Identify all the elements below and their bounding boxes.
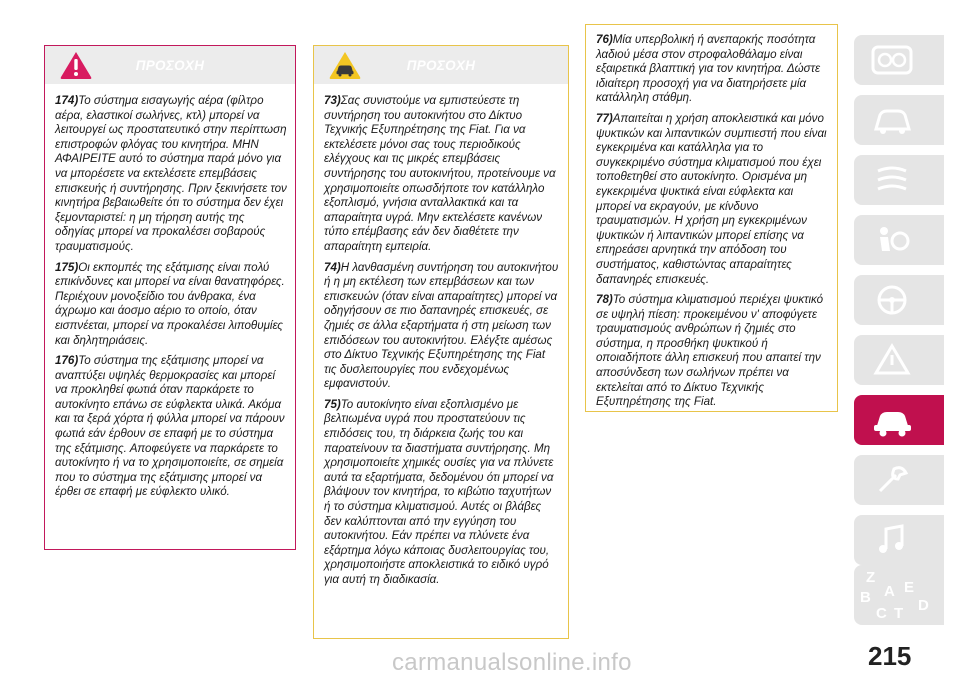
side-tab-index[interactable] xyxy=(854,565,944,625)
index-letter: C xyxy=(876,605,887,622)
caution-car-icon xyxy=(328,50,362,80)
warning-paragraph xyxy=(324,94,560,255)
side-tab-emergency[interactable] xyxy=(854,335,944,385)
paragraph-number: 176) xyxy=(55,354,79,368)
warning-paragraph xyxy=(55,94,287,255)
caution-text-column-3 xyxy=(586,25,837,410)
page-number: 215 xyxy=(868,641,912,671)
caution-text-column-2 xyxy=(314,84,568,588)
warning-paragraph xyxy=(55,261,287,349)
warning-paragraph xyxy=(596,33,829,106)
caution-box-yellow-2 xyxy=(585,24,838,412)
paragraph-text: Το αυτοκίνητο είναι εξοπλισμένο με βελτιωμένα υγρά που προστατεύουν τις επιδόσεις του, τη διάρκεια ζωής του και παρατείνουν τα διαστήματα συντήρησης. Μη χρησιμοποιείτε χημικές ουσίες για να πλύνετε αυτά τα εξαρτήματα, δεδομένου ότι μπορεί να βλάψουν τον κινητήρα, το κιβώτιο ταχυτήτων ή το σύστημα κλιματισμού. Αυτές οι βλάβες δεν καλύπτονται από την εγγύηση του αυτοκινήτου. Εάν πρέπει να πλύνετε ένα εξάρτημα λόγω κάποιας δυσλειτουργίας του, χρησιμοποιήστε αποκλειστικά το ειδικό υγρό για αυτή τη διαδικασία. xyxy=(324,397,554,586)
car-maintenance-icon xyxy=(870,401,914,439)
warning-header xyxy=(45,46,295,84)
car-seat-icon xyxy=(870,101,914,139)
warning-paragraph xyxy=(596,293,829,410)
warning-light-icon xyxy=(870,341,914,379)
paragraph-text: Οι εκπομπές της εξάτμισης είναι πολύ επικίνδυνες και μπορεί να είναι θανατηφόρες. Περιέχουν μονοξείδιο του άνθρακα, ένα άχρωμο και άοσμο αέριο το οποίο, όταν εισπνέεται, μπορεί να προκαλέσει λιποθυμίες και δηλητηριάσεις. xyxy=(55,260,285,347)
warning-paragraph xyxy=(324,261,560,392)
paragraph-text: Το σύστημα κλιματισμού περιέχει ψυκτικό σε υψηλή πίεση: προκειμένου ν' αποφύγετε τραυματισμούς ανθρώπων ή ζημιές στο σύστημα, η προσθήκη ψυκτικού ή οποιαδήποτε άλλη επισκευή που απαιτεί την αποσύνδεση των σωλήνων πρέπει να εκτελείται από το Δίκτυο Τεχνικής Εξυπηρέτησης της Fiat. xyxy=(596,293,824,409)
warning-box-red xyxy=(44,45,296,550)
paragraph-number: 77) xyxy=(596,111,613,125)
side-tab-technical-data[interactable] xyxy=(854,455,944,505)
paragraph-number: 76) xyxy=(596,33,613,46)
paragraph-number: 174) xyxy=(55,94,79,107)
side-tab-climate[interactable] xyxy=(854,155,944,205)
side-tab-maintenance-active[interactable] xyxy=(854,395,944,445)
paragraph-text: Το σύστημα της εξάτμισης μπορεί να αναπτύξει υψηλές θερμοκρασίες και μπορεί να προκληθεί φωτιά όταν παρκάρετε το αυτοκίνητο επάνω σε εύφλεκτα υλικά. Ακόμα και τα ξερά χόρτα ή φύλλα μπορεί να πάρουν φωτιά εάν έρθουν σε επαφή με το σύστημα της εξάτμισης. Αποφεύγετε να παρκάρετε το αυτοκίνητο ή να το χρησιμοποιείτε, σε σημεία που το σύστημα της εξάτμισης μπορεί να έρθει σε επαφή με εύφλεκτο υλικό. xyxy=(55,354,285,499)
paragraph-number: 75) xyxy=(324,397,341,411)
paragraph-text: Η λανθασμένη συντήρηση του αυτοκινήτου ή η μη εκτέλεση των επεμβάσεων και των επισκευών (όταν είναι απαραίτητες) μπορεί να οδηγήσουν σε πιο δαπανηρές επισκευές, σε ζημιές σε άλλα εξαρτήματα ή στη μείωση των επιδόσεων του αυτοκινήτου. Ελέγξτε αμέσως στο Δίκτυο Τεχνικής Εξυπηρέτησης της Fiat τις δυσλειτουργίες που ενδεχομένως εμφανιστούν. xyxy=(324,260,559,391)
caution-box-yellow-1 xyxy=(313,45,569,639)
paragraph-text: Απαιτείται η χρήση αποκλειστικά και μόνο ψυκτικών και λιπαντικών συμπιεστή που είναι εγκεκριμένα και κατάλληλα για το συγκεκριμένο σύστημα κλιματισμού που έχει τοποθετηθεί στο αυτοκίνητο. Ορισμένα μη εγκεκριμένα ψυκτικά είναι εύφλεκτα και μπορεί να εκραγούν, με κίνδυνο τραυματισμών. Η χρήση μη εγκεκριμένων ψυκτικών ή λιπαντικών μπορεί επίσης να επηρεάσει αρνητικά την απόδοση του συστήματος, καθιστώντας απαραίτητες δαπανηρές επισκευές. xyxy=(596,111,827,286)
index-letter: E xyxy=(904,579,915,596)
airbag-icon xyxy=(870,221,914,259)
paragraph-text: Μία υπερβολική ή ανεπαρκής ποσότητα λαδιού μέσα στον στροφαλοθάλαμο είναι εξαιρετικά βλαπτική για τον κινητήρα. Δώστε ιδιαίτερη προσοχή για να διατηρήσετε μία κατάλληλη στάθμη. xyxy=(596,33,821,105)
warning-paragraph xyxy=(324,398,560,588)
side-tab-dashboard[interactable] xyxy=(854,35,944,85)
paragraph-number: 175) xyxy=(55,260,79,274)
climate-icon xyxy=(870,161,914,199)
warning-paragraph xyxy=(55,354,287,500)
warning-paragraph xyxy=(596,112,829,287)
side-tab-start-drive[interactable] xyxy=(854,275,944,325)
caution-header xyxy=(314,46,568,84)
index-letter: D xyxy=(918,597,929,614)
paragraph-text: Το σύστημα εισαγωγής αέρα (φίλτρο αέρα, ελαστικοί σωλήνες, κτλ) μπορεί να λειτουργεί ως προστατευτικό στην περίπτωση επιστροφών φλόγας του κινητήρα. ΜΗΝ ΑΦΑΙΡΕΙΤΕ αυτό το σύστημα παρά μόνο για να μπορέσετε να εκτελέσετε επεμβάσεις επισκευής ή συντήρησης. Πριν ξεκινήσετε τον κινητήρα βεβαιωθείτε ότι το σύστημα δεν έχει ξεμονταριστεί: η μη τήρηση αυτής της οδηγίας μπορεί να προκαλέσει σοβαρούς τραυματισμούς. xyxy=(55,94,287,253)
warning-triangle-icon xyxy=(59,50,93,80)
side-tab-multimedia[interactable] xyxy=(854,515,944,565)
paragraph-number: 74) xyxy=(324,260,341,274)
index-letter: B xyxy=(860,589,871,606)
index-letter: T xyxy=(894,605,904,622)
paragraph-number: 73) xyxy=(324,94,341,107)
wrench-icon xyxy=(870,461,914,499)
caution-title: ΠΡΟΣΟΧΗ xyxy=(406,57,476,73)
warning-title: ΠΡΟΣΟΧΗ xyxy=(135,57,205,73)
steering-wheel-icon xyxy=(870,281,914,319)
side-tab-controls[interactable] xyxy=(854,95,944,145)
index-letter: Z xyxy=(866,569,876,586)
warning-text-column-1 xyxy=(45,84,295,500)
paragraph-text: Σας συνιστούμε να εμπιστεύεστε τη συντήρηση του αυτοκινήτου στο Δίκτυο Τεχνικής Εξυπηρέτησης της Fiat. Για να εκτελέσετε μόνοι σας τους περιοδικούς ελέγχους και τις μικρές επεμβάσεις συντήρησης του αυτοκινήτου, προτείνουμε να χρησιμοποιείτε οπωσδήποτε τον κατάλληλο εξοπλισμό, γνήσια ανταλλακτικά και τα απαραίτητα υγρά. Μην εκτελέσετε κανένων τύπο επέμβασης εάν δεν διαθέτετε την απαραίτητη εμπειρία. xyxy=(324,94,556,253)
index-letter: A xyxy=(884,583,895,600)
side-tab-safety[interactable] xyxy=(854,215,944,265)
music-note-icon xyxy=(870,521,914,559)
dashboard-icon xyxy=(870,41,914,79)
watermark-text: carmanualsonline.info xyxy=(392,649,632,676)
paragraph-number: 78) xyxy=(596,293,613,307)
